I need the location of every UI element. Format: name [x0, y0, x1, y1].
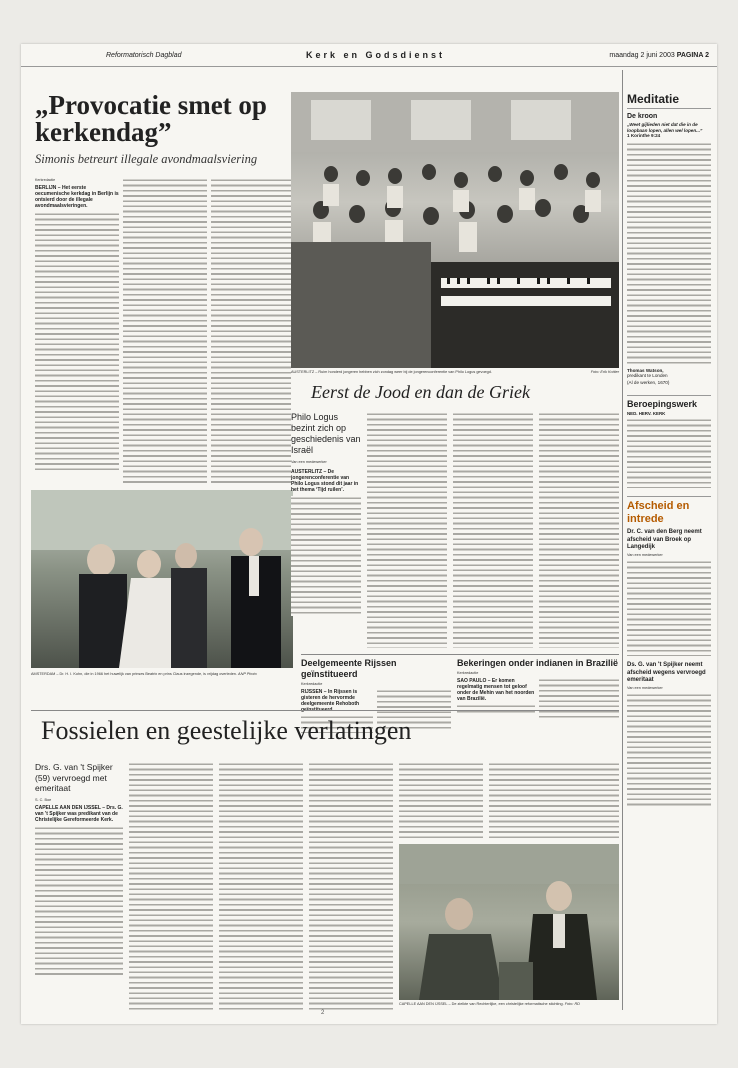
feature-deck-box: [291, 412, 361, 616]
section-title: Kerk en Godsdienst: [306, 50, 446, 60]
date-text: maandag 2 juni 2003: [609, 52, 675, 59]
feature-headline: Eerst de Jood en dan de Griek: [311, 382, 530, 402]
royal-wedding-photo: [31, 490, 293, 668]
feature-body-1: [291, 496, 361, 616]
farewell-photo-caption: [399, 1002, 619, 1007]
beroep-sub: NED. HERV. KERK: [627, 411, 666, 417]
hall-photo-credit: Foto: Erik Kottier: [590, 370, 619, 374]
meditatie-subtitle: De kroon: [627, 113, 658, 120]
top-body-2: [123, 178, 207, 484]
top-body-3: [211, 178, 291, 484]
spijker-by: Van een medewerker: [627, 686, 663, 691]
bottom-body-2: [129, 762, 213, 1012]
top-subhead: Simonis betreurt illegale avondmaalsviering: [35, 152, 258, 166]
bottom-rule: [31, 710, 619, 711]
farewell-photo-credit: Foto: RD: [564, 1002, 580, 1006]
meditatie-author: Thomas Watson,: [627, 368, 664, 374]
afscheid-by: Van een medewerker: [627, 553, 663, 558]
bottom-lead: CAPELLE AAN DEN IJSSEL – Drs. G. van 't Spijker was predikant van de Christelijke Gereformeerde Kerk.: [35, 805, 123, 824]
bottom-body-3: [219, 762, 303, 1012]
farewell-photo: [399, 844, 619, 1000]
meditatie-title: Meditatie: [627, 92, 711, 109]
bottom-subhead: Drs. G. van 't Spijker (59) vervroegd met emeritaat: [35, 762, 113, 793]
paper-name: Reformatorisch Dagblad: [106, 52, 182, 59]
farewell-caption-text: CAPELLE AAN DEN IJSSEL – De zielkte van Rechterlijke, een christelijke reformatische stichting.: [399, 1002, 564, 1006]
newspaper-page: [21, 44, 717, 1024]
brazil-body-2: [539, 678, 619, 720]
hall-caption-text: AUSTERLITZ – Ruim honderd jongeren hebben zich zondag weer bij de jongerenconferentie van Philo Logus gevoegd.: [291, 370, 492, 374]
feature-byline: Van een medewerker: [291, 460, 327, 464]
mid-rule: [301, 654, 619, 655]
meditatie-ref: 1 Korinthe 9:24: [627, 133, 661, 139]
photo-figures: [31, 490, 293, 668]
rijssen-lead: RIJSSEN – In Rijssen is gisteren de hervormde deelgemeente Rehoboth: [301, 688, 360, 707]
feature-body-3: [453, 412, 533, 648]
afscheid-sub: Dr. C. van den Berg neemt afscheid van Broek op Langedijk: [627, 529, 702, 550]
brazil-byline: Kerkredactie: [457, 671, 479, 675]
header-date: [609, 52, 709, 59]
beroep-body: [627, 418, 711, 488]
brazil-headline: Bekeringen onder indianen in Brazilië: [457, 658, 619, 668]
hall-scene: [291, 92, 619, 368]
meditatie-body: [627, 142, 711, 364]
bottom-byline: S. C. Boe: [35, 797, 52, 802]
bottom-col-1: [35, 762, 123, 976]
page-label: PAGINA 2: [676, 52, 709, 59]
bottom-body-5: [399, 762, 483, 840]
page-header: [21, 44, 717, 67]
sidebar-rule: [622, 70, 623, 1010]
farewell-scene: [399, 844, 619, 1000]
meditatie-author-note: (Al de werken, 1670): [627, 380, 670, 386]
top-byline: Kerkredactie: [35, 178, 56, 182]
top-story: [35, 92, 285, 167]
top-headline: „Provocatie smet op kerkendag”: [35, 90, 267, 147]
rijssen-headline: Deelgemeente Rijssen geïnstitueerd: [301, 658, 397, 679]
bottom-headline: Fossielen en geestelijke verlatingen: [41, 716, 412, 745]
meditatie-quote: „Weet gijlieden niet dat die in de loopbaan lopen, allen wel lopen...”: [627, 122, 703, 133]
conference-hall-photo: [291, 92, 619, 368]
royal-photo-credit: ANP Photo: [238, 672, 257, 676]
afscheid-title: Afscheid en intrede: [627, 496, 711, 526]
royal-caption-text: AMSTERDAM – Dr. H. I. Kohn, die in 1966 het huwelijk van prinses Beatrix en prins Claus inzegende, is vrijdag overleden.: [31, 672, 237, 676]
top-body-1: [35, 212, 119, 472]
royal-photo-caption: [31, 672, 293, 677]
rijssen-byline: Kerkredactie: [301, 682, 323, 686]
hall-photo-caption: [291, 370, 619, 375]
feature-body-4: [539, 412, 619, 648]
feature-lead: AUSTERLITZ – De jongerenconferentie van Philo Logus stond dit jaar in het thema ‘Tijd ruilen’.: [291, 468, 359, 493]
bottom-body-1: [35, 826, 123, 976]
sidebar: [627, 92, 711, 809]
feature-deck: Philo Logus bezint zich op geschiedenis van Israël: [291, 412, 361, 455]
spijker-title: Ds. G. van 't Spijker neemt afscheid wegens vervroegd emeritaat: [627, 662, 706, 684]
brazil-col-1: [457, 678, 535, 720]
brazil-lead: SAO PAULO – Er komen regelmatig mensen tot geloof onder de Mehin van het noorden van Brazilië.: [457, 677, 535, 702]
top-lead: BERLIJN – Het eerste oecumenische kerkdag in Berlijn is ontsierd door de illegale avondmaalsvieringen.: [35, 184, 119, 209]
page-number: 2: [321, 1010, 325, 1016]
bottom-body-4: [309, 762, 393, 1012]
bottom-body-6: [489, 762, 619, 840]
feature-body-2: [367, 412, 447, 648]
spijker-body: [627, 693, 711, 809]
beroep-title: Beroepingswerk: [627, 395, 711, 409]
afscheid-body: [627, 560, 711, 656]
meditatie-author-role: predikant te Londen: [627, 373, 668, 379]
top-col-1: [35, 178, 119, 472]
brazil-columns: [457, 678, 619, 720]
